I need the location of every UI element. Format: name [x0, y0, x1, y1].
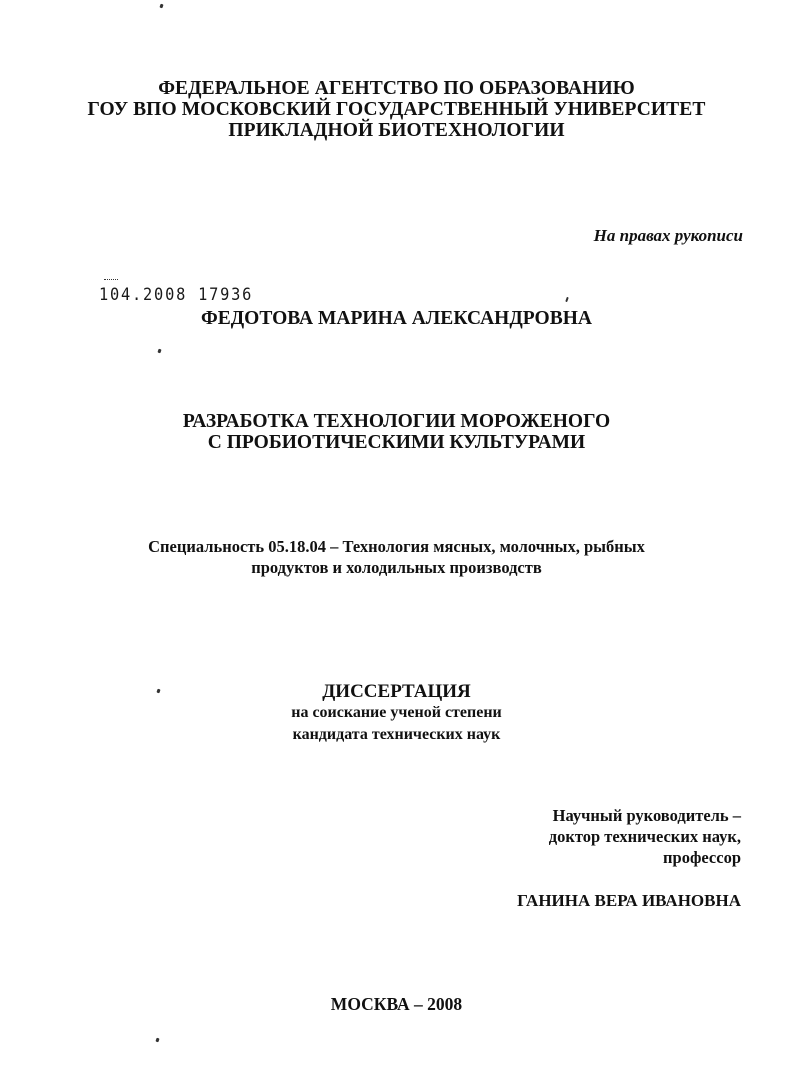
header-line-university: ГОУ ВПО МОСКОВСКИЙ ГОСУДАРСТВЕННЫЙ УНИВЕРСИТЕТ — [87, 99, 706, 120]
stamp-mark — [104, 279, 118, 282]
scan-speck — [565, 297, 569, 302]
manuscript-note: На правах рукописи — [593, 226, 743, 245]
scan-speck — [155, 1038, 159, 1043]
thesis-title-line1: РАЗРАБОТКА ТЕХНОЛОГИИ МОРОЖЕНОГО — [182, 411, 611, 432]
header-line-university-cont: ПРИКЛАДНОЙ БИОТЕХНОЛОГИИ — [228, 120, 565, 141]
dissertation-degree-line2: кандидата технических наук — [292, 726, 501, 743]
scan-speck — [157, 349, 161, 354]
thesis-title-line2: С ПРОБИОТИЧЕСКИМИ КУЛЬТУРАМИ — [207, 432, 586, 453]
author-name: ФЕДОТОВА МАРИНА АЛЕКСАНДРОВНА — [201, 308, 592, 329]
specialty-line1: Специальность 05.18.04 – Технология мясных, молочных, рыбных — [148, 537, 645, 556]
specialty-line2: продуктов и холодильных производств — [251, 558, 542, 577]
supervisor-name: ГАНИНА ВЕРА ИВАНОВНА — [517, 891, 741, 910]
supervisor-degree: доктор технических наук, — [548, 827, 741, 846]
supervisor-title: профессор — [663, 848, 741, 867]
footer-city-year: МОСКВА – 2008 — [330, 994, 463, 1014]
stamp-number: 104.2008 17936 — [99, 285, 254, 305]
dissertation-degree-line1: на соискание ученой степени — [291, 704, 502, 721]
supervisor-role: Научный руководитель – — [552, 806, 741, 825]
header-line-agency: ФЕДЕРАЛЬНОЕ АГЕНТСТВО ПО ОБРАЗОВАНИЮ — [158, 78, 635, 99]
dissertation-heading: ДИССЕРТАЦИЯ — [322, 681, 471, 702]
scan-speck — [159, 4, 163, 9]
